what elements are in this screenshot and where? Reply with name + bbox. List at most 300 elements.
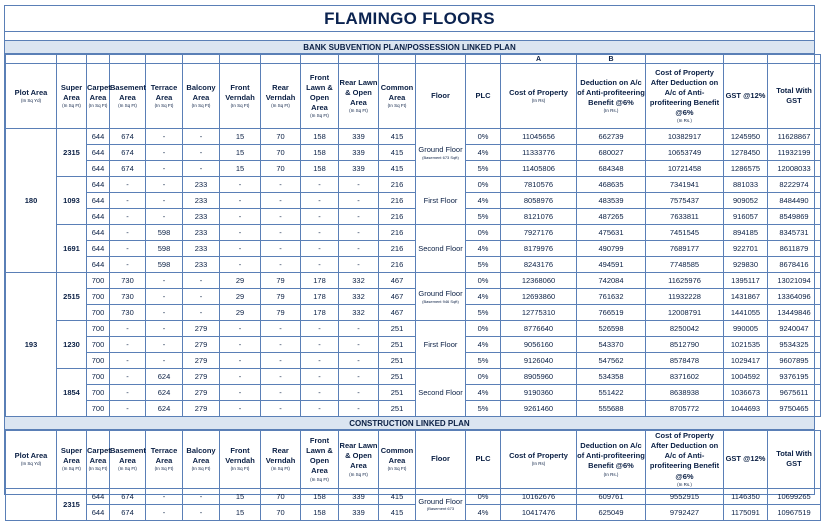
table-cell: 0% bbox=[466, 488, 501, 504]
table-cell: 12008791 bbox=[646, 305, 724, 321]
table-cell: - bbox=[339, 193, 379, 209]
table-cell: 490799 bbox=[577, 241, 646, 257]
table-cell: - bbox=[220, 321, 261, 337]
col-letter-a: A bbox=[501, 55, 577, 64]
table-cell: - bbox=[261, 321, 301, 337]
plan2-header-carpet-area bbox=[87, 431, 110, 489]
table-cell: 624 bbox=[146, 385, 183, 401]
table-cell: - bbox=[301, 257, 339, 273]
table-cell: - bbox=[220, 353, 261, 369]
table-cell: - bbox=[146, 273, 183, 289]
header-label: Common Area bbox=[380, 82, 414, 102]
table-cell: 0% bbox=[466, 177, 501, 193]
table-cell: - bbox=[183, 289, 220, 305]
table-row bbox=[6, 504, 821, 520]
table-row bbox=[6, 385, 821, 401]
header-label: GST @12% bbox=[725, 90, 766, 100]
header-label: Front Lawn & Open Area bbox=[306, 436, 333, 476]
table-cell: 29 bbox=[220, 289, 261, 305]
table-row bbox=[6, 257, 821, 273]
header-unit: (In Rs) bbox=[531, 98, 546, 104]
table-cell: 11405806 bbox=[501, 161, 577, 177]
header-unit: (In Rs.) bbox=[677, 118, 692, 124]
table-cell: 233 bbox=[183, 177, 220, 193]
header-label: Rear Verndah bbox=[265, 446, 296, 466]
plan1-header-super-area bbox=[57, 64, 87, 129]
header-label: Deduction on A/c of Anti-profiteering Benefit @6% bbox=[577, 441, 645, 471]
table-cell: 9675611 bbox=[768, 385, 821, 401]
header-unit: (In Sq Ft) bbox=[118, 103, 137, 109]
table-cell: 487265 bbox=[577, 209, 646, 225]
table-cell: - bbox=[110, 337, 146, 353]
table-cell: 7633811 bbox=[646, 209, 724, 225]
table-cell: 9607895 bbox=[768, 353, 821, 369]
super-area-cell: 1691 bbox=[57, 225, 87, 273]
super-area-cell: 1230 bbox=[57, 321, 87, 369]
super-area-cell: 2315 bbox=[57, 129, 87, 177]
table-cell: 8121076 bbox=[501, 209, 577, 225]
header-unit: (In Sq Ft) bbox=[387, 103, 407, 109]
table-cell: 70 bbox=[261, 129, 301, 145]
table-cell: 4% bbox=[466, 145, 501, 161]
table-cell: 9056160 bbox=[501, 337, 577, 353]
table-cell: 700 bbox=[87, 401, 110, 417]
table-cell: - bbox=[220, 177, 261, 193]
table-cell: 178 bbox=[301, 305, 339, 321]
table-cell: 674 bbox=[110, 504, 146, 520]
header-label: Front Verndah bbox=[225, 446, 255, 466]
header-label: Basement Area bbox=[110, 82, 146, 102]
table-cell: - bbox=[110, 241, 146, 257]
table-cell: 761632 bbox=[577, 289, 646, 305]
table-cell: 10653749 bbox=[646, 145, 724, 161]
table-cell: 178 bbox=[301, 273, 339, 289]
table-cell: 1021535 bbox=[724, 337, 768, 353]
table-cell: 700 bbox=[87, 321, 110, 337]
table-cell: - bbox=[261, 401, 301, 417]
table-cell: 415 bbox=[379, 129, 416, 145]
table-cell: - bbox=[146, 145, 183, 161]
spacer-row bbox=[5, 32, 814, 41]
table-cell: 1004592 bbox=[724, 369, 768, 385]
table-cell: 7575437 bbox=[646, 193, 724, 209]
table-cell: - bbox=[146, 488, 183, 504]
table-cell: 674 bbox=[110, 161, 146, 177]
table-cell: 279 bbox=[183, 353, 220, 369]
header-label: Floor bbox=[431, 454, 450, 464]
table-cell: 9552915 bbox=[646, 488, 724, 504]
table-cell: - bbox=[339, 353, 379, 369]
table-cell: 543370 bbox=[577, 337, 646, 353]
table-cell: 9534325 bbox=[768, 337, 821, 353]
table-cell: - bbox=[110, 209, 146, 225]
table-cell: 79 bbox=[261, 289, 301, 305]
table-cell: 9261460 bbox=[501, 401, 577, 417]
header-unit: (In Sq Ft) bbox=[191, 103, 211, 109]
table-cell: - bbox=[261, 225, 301, 241]
floor-label: Ground Floor bbox=[418, 496, 463, 506]
table-cell: 644 bbox=[87, 177, 110, 193]
table-cell: 13364096 bbox=[768, 289, 821, 305]
plan1-header-basement-area bbox=[110, 64, 146, 129]
table-cell: - bbox=[146, 353, 183, 369]
table-cell: 526598 bbox=[577, 321, 646, 337]
header-label: Terrace Area bbox=[150, 446, 178, 466]
table-cell: 547562 bbox=[577, 353, 646, 369]
table-cell: 12775310 bbox=[501, 305, 577, 321]
table-cell: 1441055 bbox=[724, 305, 768, 321]
table-cell: 11045656 bbox=[501, 129, 577, 145]
table-cell: 8222974 bbox=[768, 177, 821, 193]
table-cell: - bbox=[146, 337, 183, 353]
header-label: Carpet Area bbox=[87, 446, 111, 466]
table-cell: 251 bbox=[379, 353, 416, 369]
table-cell: 0% bbox=[466, 273, 501, 289]
table-cell: - bbox=[220, 225, 261, 241]
table-cell: 11333776 bbox=[501, 145, 577, 161]
plan1-header-floor bbox=[416, 64, 466, 129]
table-cell: 8549869 bbox=[768, 209, 821, 225]
table-cell: - bbox=[146, 161, 183, 177]
table-cell: 233 bbox=[183, 193, 220, 209]
table-cell: 644 bbox=[87, 488, 110, 504]
floor-cell bbox=[416, 177, 466, 225]
table-cell: - bbox=[183, 145, 220, 161]
table-cell: 916057 bbox=[724, 209, 768, 225]
table-row bbox=[6, 401, 821, 417]
table-cell: - bbox=[146, 504, 183, 520]
plan2-header-gst bbox=[724, 431, 768, 489]
super-area-cell: 1854 bbox=[57, 369, 87, 417]
header-label: Balcony Area bbox=[186, 82, 216, 102]
table-cell: 339 bbox=[339, 161, 379, 177]
table-cell: - bbox=[301, 353, 339, 369]
table-cell: 483539 bbox=[577, 193, 646, 209]
table-row bbox=[6, 369, 821, 385]
table-cell: 8484490 bbox=[768, 193, 821, 209]
table-cell: - bbox=[183, 305, 220, 321]
table-cell: 922701 bbox=[724, 241, 768, 257]
table-cell: 5% bbox=[466, 161, 501, 177]
header-unit: (In Sq Ft) bbox=[154, 466, 174, 472]
header-label: Plot Area bbox=[14, 451, 48, 461]
plot-area-cell bbox=[6, 488, 57, 520]
table-row bbox=[6, 209, 821, 225]
table-cell: - bbox=[261, 177, 301, 193]
table-cell: - bbox=[220, 401, 261, 417]
table-cell: 8905960 bbox=[501, 369, 577, 385]
table-cell: 339 bbox=[339, 129, 379, 145]
table-row bbox=[6, 337, 821, 353]
table-cell: 700 bbox=[87, 289, 110, 305]
table-cell: 8638938 bbox=[646, 385, 724, 401]
table-cell: 1395117 bbox=[724, 273, 768, 289]
table-cell: 4% bbox=[466, 504, 501, 520]
table-cell: 233 bbox=[183, 241, 220, 257]
header-unit: (In Sq Yd) bbox=[20, 98, 42, 104]
header-label: Cost of Property bbox=[509, 451, 568, 461]
plan2-header-cost-after bbox=[646, 431, 724, 489]
table-cell: 5% bbox=[466, 305, 501, 321]
table-cell: - bbox=[146, 193, 183, 209]
header-unit: (In Sq Ft) bbox=[88, 103, 108, 109]
table-cell: 9126040 bbox=[501, 353, 577, 369]
floor-label: Ground Floor bbox=[418, 289, 463, 299]
table-cell: 13449846 bbox=[768, 305, 821, 321]
floor-label: Ground Floor bbox=[418, 145, 463, 155]
table-cell: 1431867 bbox=[724, 289, 768, 305]
col-letter-b: B bbox=[577, 55, 646, 64]
table-cell: 8058976 bbox=[501, 193, 577, 209]
table-cell: 644 bbox=[87, 209, 110, 225]
table-cell: 1175091 bbox=[724, 504, 768, 520]
table-cell: 8345731 bbox=[768, 225, 821, 241]
header-label: Plot Area bbox=[14, 87, 48, 97]
table-cell: 415 bbox=[379, 504, 416, 520]
header-unit: (In Sq Ft) bbox=[88, 466, 108, 472]
floor-label: First Floor bbox=[423, 339, 458, 349]
table-cell: 15 bbox=[220, 145, 261, 161]
header-label: Total With GST bbox=[776, 449, 812, 469]
header-label: Front Lawn & Open Area bbox=[306, 72, 333, 113]
header-label: Basement Area bbox=[110, 446, 146, 466]
header-unit: (In Sq Ft) bbox=[230, 103, 250, 109]
table-cell: 468635 bbox=[577, 177, 646, 193]
table-cell: - bbox=[301, 321, 339, 337]
table-cell: 1278450 bbox=[724, 145, 768, 161]
table-cell: 929830 bbox=[724, 257, 768, 273]
table-cell: 9750465 bbox=[768, 401, 821, 417]
table-cell: 10162676 bbox=[501, 488, 577, 504]
table-cell: 1029417 bbox=[724, 353, 768, 369]
plan1-header-rear-verndah bbox=[261, 64, 301, 129]
table-cell: - bbox=[110, 385, 146, 401]
plan2-header-front-lawn bbox=[301, 431, 339, 489]
plan2-header-plc bbox=[466, 431, 501, 489]
table-cell: 178 bbox=[301, 289, 339, 305]
table-cell: - bbox=[183, 504, 220, 520]
table-cell: 0% bbox=[466, 129, 501, 145]
table-cell: 216 bbox=[379, 193, 416, 209]
table-cell: 332 bbox=[339, 289, 379, 305]
plan1-header-plot-area bbox=[6, 64, 57, 129]
table-cell: 7689177 bbox=[646, 241, 724, 257]
table-cell: - bbox=[261, 209, 301, 225]
table-cell: 339 bbox=[339, 145, 379, 161]
header-label: Super Area bbox=[60, 82, 83, 102]
table-cell: - bbox=[220, 209, 261, 225]
table-cell: 9376195 bbox=[768, 369, 821, 385]
table-cell: 11628867 bbox=[768, 129, 821, 145]
table-cell: 8578478 bbox=[646, 353, 724, 369]
table-cell: 12008033 bbox=[768, 161, 821, 177]
table-cell: 233 bbox=[183, 209, 220, 225]
table-cell: 624 bbox=[146, 401, 183, 417]
table-cell: - bbox=[261, 193, 301, 209]
table-row bbox=[6, 305, 821, 321]
table-row bbox=[6, 145, 821, 161]
plan1-header-front-verndah bbox=[220, 64, 261, 129]
table-cell: 10417476 bbox=[501, 504, 577, 520]
table-row bbox=[6, 321, 821, 337]
plan1-header-cost bbox=[501, 64, 577, 129]
plan2-header-terrace-area bbox=[146, 431, 183, 489]
table-cell: 625049 bbox=[577, 504, 646, 520]
header-label: Floor bbox=[431, 90, 450, 100]
table-cell: 8179976 bbox=[501, 241, 577, 257]
header-label: Cost of Property After Deduction on A/c of Anti-profiteering Benefit @6% bbox=[649, 67, 720, 118]
table-cell: 644 bbox=[87, 257, 110, 273]
table-cell: 644 bbox=[87, 241, 110, 257]
table-cell: 684348 bbox=[577, 161, 646, 177]
table-cell: - bbox=[261, 337, 301, 353]
table-cell: 8705772 bbox=[646, 401, 724, 417]
header-unit: (In Sq Ft) bbox=[349, 108, 368, 114]
table-cell: - bbox=[110, 257, 146, 273]
header-unit: (In Sq Ft) bbox=[191, 466, 211, 472]
plan1-header-common-area bbox=[379, 64, 416, 129]
table-cell: 662739 bbox=[577, 129, 646, 145]
table-cell: 4% bbox=[466, 337, 501, 353]
table-cell: 332 bbox=[339, 273, 379, 289]
header-unit: (In Sq Ft) bbox=[271, 103, 290, 109]
table-cell: - bbox=[301, 225, 339, 241]
table-cell: 279 bbox=[183, 401, 220, 417]
table-cell: 7451545 bbox=[646, 225, 724, 241]
table-cell: - bbox=[110, 321, 146, 337]
table-row bbox=[6, 193, 821, 209]
table-cell: 0% bbox=[466, 369, 501, 385]
table-cell: 644 bbox=[87, 193, 110, 209]
table-cell: - bbox=[339, 177, 379, 193]
plan1-header-front-lawn bbox=[301, 64, 339, 129]
header-unit: (In Sq Ft) bbox=[271, 466, 290, 472]
table-cell: 0% bbox=[466, 225, 501, 241]
plan1-title: BANK SUBVENTION PLAN/POSSESSION LINKED PLAN bbox=[5, 41, 814, 54]
table-cell: 7810576 bbox=[501, 177, 577, 193]
table-cell: 730 bbox=[110, 289, 146, 305]
table-cell: 467 bbox=[379, 305, 416, 321]
table-cell: 4% bbox=[466, 241, 501, 257]
table-cell: 339 bbox=[339, 488, 379, 504]
table-cell: 279 bbox=[183, 321, 220, 337]
table-cell: 644 bbox=[87, 504, 110, 520]
table-row bbox=[6, 289, 821, 305]
table-cell: 70 bbox=[261, 504, 301, 520]
table-cell: - bbox=[301, 177, 339, 193]
table-cell: 15 bbox=[220, 161, 261, 177]
table-cell: - bbox=[220, 257, 261, 273]
table-cell: 674 bbox=[110, 129, 146, 145]
table-cell: 0% bbox=[466, 321, 501, 337]
plan2-header-rear-verndah bbox=[261, 431, 301, 489]
table-cell: 5% bbox=[466, 353, 501, 369]
plan2-header-common-area bbox=[379, 431, 416, 489]
table-cell: 8611879 bbox=[768, 241, 821, 257]
header-label: Super Area bbox=[60, 446, 83, 466]
table-cell: 467 bbox=[379, 273, 416, 289]
plan2-header-plot-area bbox=[6, 431, 57, 489]
header-unit: (In Sq Yd) bbox=[20, 461, 42, 467]
table-cell: 700 bbox=[87, 353, 110, 369]
plot-area-cell: 193 bbox=[6, 273, 57, 417]
table-cell: 598 bbox=[146, 257, 183, 273]
table-cell: 29 bbox=[220, 305, 261, 321]
table-cell: - bbox=[339, 369, 379, 385]
table-cell: - bbox=[220, 241, 261, 257]
super-area-cell: 2315 bbox=[57, 488, 87, 520]
table-cell: - bbox=[146, 129, 183, 145]
table-cell: 1245950 bbox=[724, 129, 768, 145]
table-cell: 158 bbox=[301, 488, 339, 504]
table-cell: - bbox=[110, 193, 146, 209]
plan1-header-deduction bbox=[577, 64, 646, 129]
table-cell: - bbox=[301, 385, 339, 401]
header-label: Total With GST bbox=[776, 85, 812, 105]
table-cell: 990005 bbox=[724, 321, 768, 337]
table-cell: - bbox=[339, 257, 379, 273]
table-row bbox=[6, 488, 821, 504]
plan2-header-cost bbox=[501, 431, 577, 489]
table-cell: 251 bbox=[379, 385, 416, 401]
table-cell: - bbox=[261, 369, 301, 385]
table-cell: 15 bbox=[220, 129, 261, 145]
plan2-header-total bbox=[768, 431, 821, 489]
header-unit: (In Sq Ft) bbox=[230, 466, 250, 472]
header-unit: (In Rs.) bbox=[603, 471, 619, 477]
table-cell: - bbox=[261, 257, 301, 273]
table-cell: 8776640 bbox=[501, 321, 577, 337]
table-cell: 216 bbox=[379, 209, 416, 225]
plan1-header-gst bbox=[724, 64, 768, 129]
table-cell: 158 bbox=[301, 504, 339, 520]
floor-label: First Floor bbox=[423, 195, 458, 205]
table-cell: - bbox=[301, 209, 339, 225]
plan1-header-balcony-area bbox=[183, 64, 220, 129]
table-cell: 494591 bbox=[577, 257, 646, 273]
table-cell: 700 bbox=[87, 273, 110, 289]
header-label: Rear Lawn & Open Area bbox=[339, 77, 378, 108]
header-unit: (In Rs.) bbox=[603, 108, 619, 114]
table-cell: 12368060 bbox=[501, 273, 577, 289]
super-area-cell: 1093 bbox=[57, 177, 87, 225]
table-cell: 9240047 bbox=[768, 321, 821, 337]
table-cell: - bbox=[339, 401, 379, 417]
table-cell: 624 bbox=[146, 369, 183, 385]
table-cell: - bbox=[110, 225, 146, 241]
plan2-header-balcony-area bbox=[183, 431, 220, 489]
table-cell: 894185 bbox=[724, 225, 768, 241]
plan1-header-total bbox=[768, 64, 821, 129]
table-cell: 216 bbox=[379, 177, 416, 193]
table-cell: 9792427 bbox=[646, 504, 724, 520]
plan1-header-carpet-area bbox=[87, 64, 110, 129]
table-cell: - bbox=[301, 241, 339, 257]
table-cell: 415 bbox=[379, 161, 416, 177]
table-cell: 12693860 bbox=[501, 289, 577, 305]
table-cell: - bbox=[339, 321, 379, 337]
table-cell: - bbox=[339, 337, 379, 353]
table-cell: 79 bbox=[261, 305, 301, 321]
table-cell: 680027 bbox=[577, 145, 646, 161]
sheet-title: FLAMINGO FLOORS bbox=[5, 6, 814, 32]
table-cell: 5% bbox=[466, 209, 501, 225]
plan2-header-deduction bbox=[577, 431, 646, 489]
table-cell: 11932228 bbox=[646, 289, 724, 305]
table-cell: 279 bbox=[183, 369, 220, 385]
floor-cell bbox=[416, 225, 466, 273]
table-cell: 415 bbox=[379, 488, 416, 504]
